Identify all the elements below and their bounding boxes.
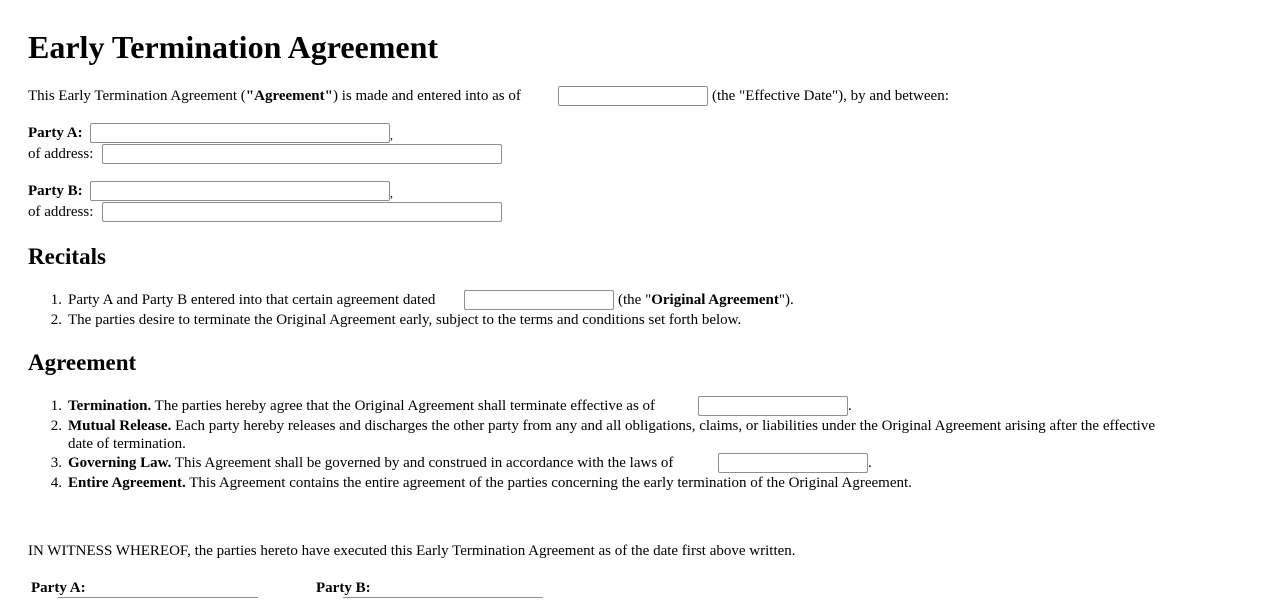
signature-party-b-line[interactable] [343, 597, 543, 602]
termination-date-input[interactable] [698, 396, 848, 416]
recital-item-2: 2. The parties desire to terminate the Original Agreement early, subject to the terms and conditions set forth below. [50, 312, 742, 328]
signature-party-a-line[interactable] [58, 597, 258, 602]
intro-agreement-term: "Agreement" [245, 88, 333, 104]
intro-part2: ) is made and entered into as of [332, 88, 521, 104]
party-b-address-label: of address: [28, 204, 94, 220]
agreement-item-3: 3. Governing Law. This Agreement shall be governed by and construed in accordance with the laws of [50, 455, 674, 471]
recital-item-1: 1. Party A and Party B entered into that certain agreement dated [50, 292, 436, 308]
agreement-heading: Agreement [28, 350, 137, 375]
party-a-address-label: of address: [28, 146, 94, 162]
party-a-name-input[interactable] [90, 123, 390, 143]
original-agreement-date-input[interactable] [464, 290, 614, 310]
witness-clause: IN WITNESS WHEREOF, the parties hereto have executed this Early Termination Agreement as of the date first above written. [28, 543, 796, 559]
party-a-label: Party A: [28, 125, 83, 141]
recitals-heading: Recitals [28, 244, 106, 269]
agreement-item-4: 4. Entire Agreement. This Agreement contains the entire agreement of the parties concerning the early termination of the Original Agreement. [50, 475, 912, 491]
party-b-address-input[interactable] [102, 202, 502, 222]
agreement-item-2: 2. Mutual Release. Each party hereby releases and discharges the other party from any and all obligations, claims, or liabilities under the Original Agreement arising after the effective [50, 418, 1156, 434]
intro-text [28, 87, 521, 105]
termination-period: . [848, 398, 852, 414]
intro-part1: This Early Termination Agreement ( [28, 88, 246, 104]
party-a-comma: , [390, 128, 393, 142]
party-b-name-input[interactable] [90, 181, 390, 201]
governing-law-input[interactable] [718, 453, 868, 473]
signature-party-b-label: Party B: [316, 580, 371, 596]
effective-date-input[interactable] [558, 86, 708, 106]
party-b-comma: , [390, 186, 393, 200]
signature-party-a-label: Party A: [31, 580, 86, 596]
governing-law-period: . [868, 455, 872, 471]
party-a-address-input[interactable] [102, 144, 502, 164]
page-title: Early Termination Agreement [28, 29, 439, 65]
recital-item-1-tail: (the "Original Agreement"). [618, 292, 794, 308]
party-b-label: Party B: [28, 183, 83, 199]
agreement-item-1: 1. Termination. The parties hereby agree that the Original Agreement shall terminate effective as of [50, 398, 656, 414]
agreement-item-2-continued: date of termination. [68, 436, 186, 452]
intro-part3: (the "Effective Date"), by and between: [712, 88, 949, 104]
